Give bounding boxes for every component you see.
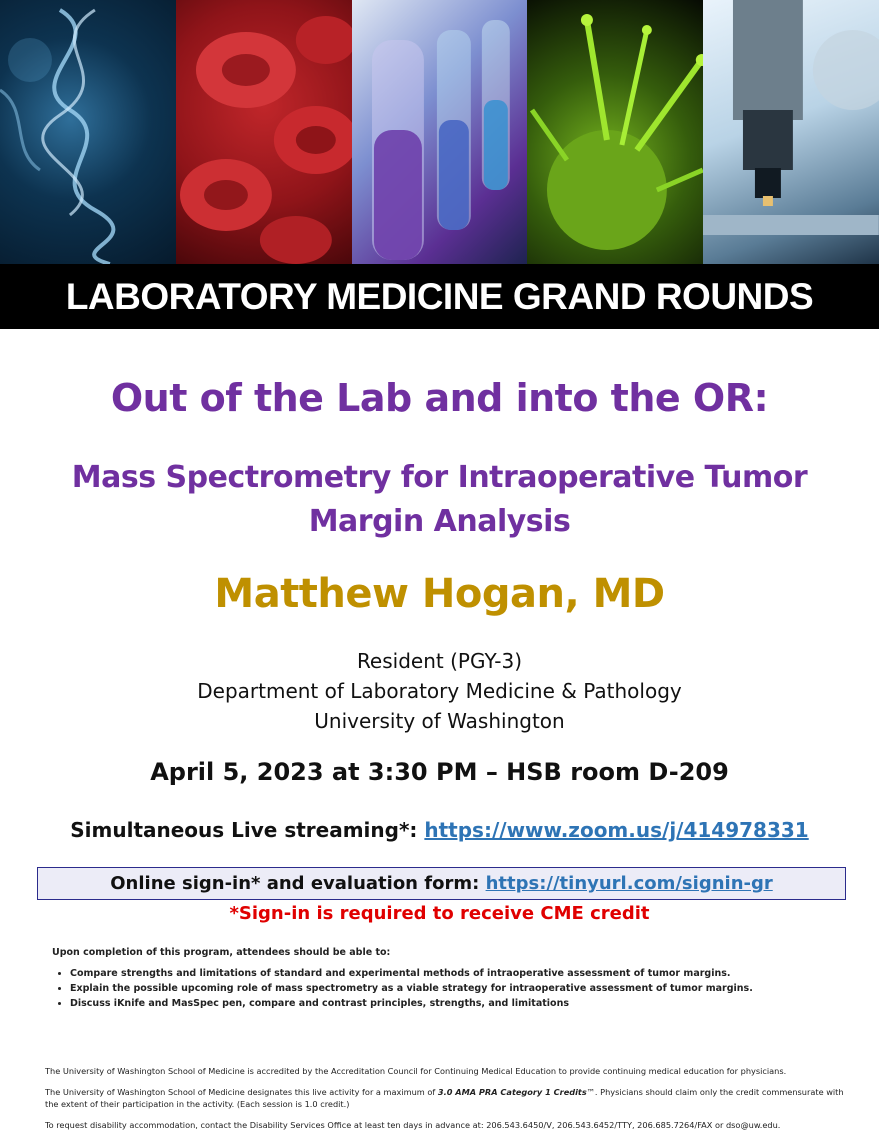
speaker-affiliation [0,646,879,736]
cme-signin-required-notice: *Sign-in is required to receive CME credit [229,903,650,924]
virus-image [527,0,703,264]
objectives-list [52,968,832,1009]
header-image-banner [0,0,879,264]
objective-item: • Discuss iKnife and MasSpec pen, compare and contrast principles, strengths, and limitations [70,998,832,1009]
stream-label: Simultaneous Live streaming*: [70,818,425,842]
objective-item: • Compare strengths and limitations of standard and experimental methods of intraoperative assessment of tumor margins. [70,968,832,979]
grand-rounds-title-bar [0,264,879,329]
objective-item: • Explain the possible upcoming role of mass spectrometry as a viable strategy for intraoperative assessment of tumor margins. [70,983,832,994]
talk-subtitle-text: Mass Spectrometry for Intraoperative Tumor Margin Analysis [71,460,808,539]
credit-statement [45,1086,845,1110]
talk-title: Out of the Lab and into the OR: [110,376,769,420]
speaker-name: Matthew Hogan, MD [214,571,665,617]
speaker-department: Department of Laboratory Medicine & Pathology [197,679,682,703]
credit-emphasis: 3.0 AMA PRA Category 1 Credits [437,1087,587,1097]
event-datetime: April 5, 2023 at 3:30 PM – HSB room D-209 [150,758,729,786]
red-blood-cells-image [176,0,352,264]
learning-objectives [52,947,832,1013]
credit-prefix: The University of Washington School of Medicine designates this live activity for a maximum of [45,1087,438,1097]
speaker-position: Resident (PGY-3) [356,649,523,673]
talk-subtitle [0,456,879,544]
objectives-intro: Upon completion of this program, attendees should be able to: [52,947,391,958]
test-tubes-image [352,0,528,264]
microscope-image [703,0,879,264]
signin-link[interactable]: https://tinyurl.com/signin-gr [485,873,773,894]
credit-suffix: ™. Physicians should claim only the credit commensurate with the extent of their participation in the activity. (Each session is 1.0 credit.) [45,1087,844,1109]
speaker-institution: University of Washington [314,709,565,733]
disability-accommodation: To request disability accommodation, contact the Disability Services Office at least ten days in advance at: 206.543.6450/V, 206.543.6452/TTY, 206.685.7264/FAX or dso@uw.edu. [45,1120,781,1130]
live-stream-line [0,818,879,842]
accreditation-statement: The University of Washington School of Medicine is accredited by the Accreditation Council for Continuing Medical Education to provide continuing medical education for physicians. [45,1066,787,1076]
grand-rounds-title: LABORATORY MEDICINE GRAND ROUNDS [65,275,814,317]
zoom-link[interactable]: https://www.zoom.us/j/414978331 [424,818,809,842]
dna-helix-image [0,0,176,264]
signin-box [37,867,846,900]
signin-label: Online sign-in* and evaluation form: [110,873,480,894]
